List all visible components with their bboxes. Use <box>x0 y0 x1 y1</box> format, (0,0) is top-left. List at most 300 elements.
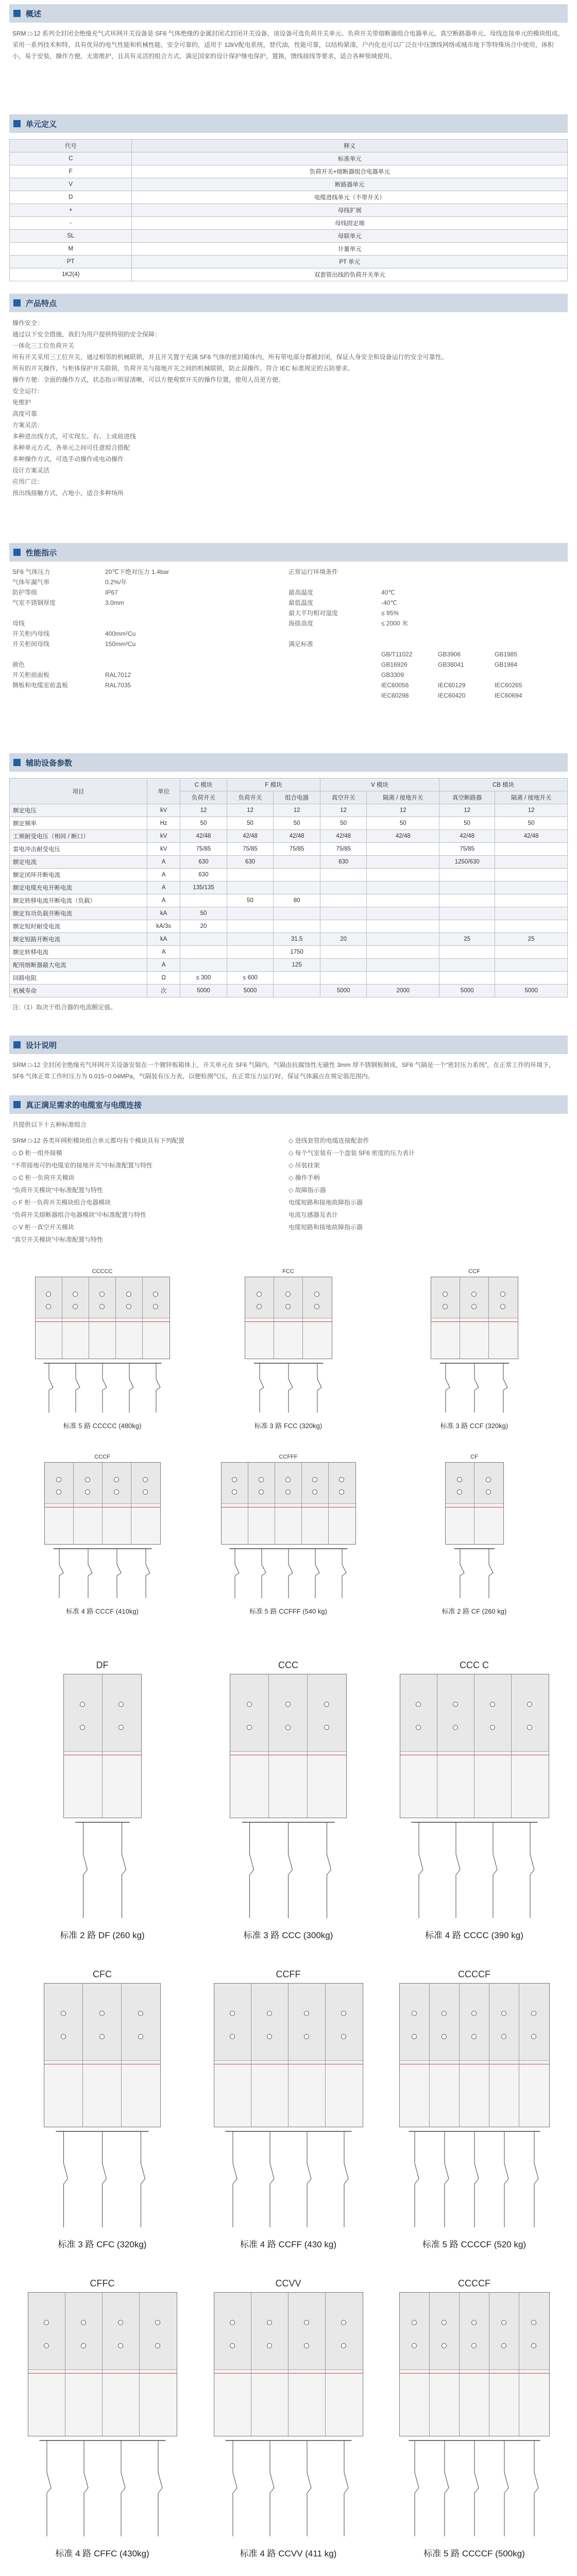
red-line <box>288 2373 325 2374</box>
combo-line: “不带接地可的电缆室的接地开关”中标准配置与特性 <box>12 1162 152 1169</box>
bay-front-panel <box>230 1674 268 1752</box>
switchgear-cabinet <box>35 1277 170 1359</box>
combo-line: ◇ 故障指示器 <box>288 1187 326 1194</box>
bay-cable-compartment <box>45 1504 73 1544</box>
perf-value: 40℃ <box>381 589 395 596</box>
feature-line: 操作方便：全面的操作方式，状态指示明显清晰，可以方便观察开关的操作位置，使用人员更方便。 <box>12 376 285 383</box>
param-value <box>367 882 439 894</box>
indicator-icon <box>531 2343 536 2348</box>
perf-value: RAL7012 <box>105 671 131 679</box>
perf-row <box>12 567 288 577</box>
schematic-wrap <box>214 2127 363 2232</box>
feeder-switch-symbol <box>233 2131 237 2227</box>
feature-line: 一体化三工位负荷开关 <box>12 342 75 349</box>
perf-key: 海拔高度 <box>288 620 314 627</box>
bay-front-panel <box>400 2293 429 2370</box>
single-line-diagram <box>214 2436 363 2539</box>
pressure-gauge-icon <box>416 1702 421 1707</box>
pressure-gauge-icon <box>501 2011 506 2016</box>
bay-front-panel <box>131 1463 160 1504</box>
panel-code: CFFC <box>90 2278 115 2289</box>
schematic-wrap <box>222 1545 355 1603</box>
bay-front-panel <box>460 2293 489 2370</box>
perf-key <box>12 649 105 659</box>
single-line-diagram <box>214 2127 363 2230</box>
param-value: 5000 <box>439 985 495 997</box>
bay-front-panel <box>430 2293 459 2370</box>
feeder-switch-symbol <box>122 1822 126 1918</box>
single-line-diagram <box>36 1359 169 1416</box>
params-table-wrap <box>9 772 568 1023</box>
bay-front-panel <box>400 1674 437 1752</box>
param-value <box>227 907 274 920</box>
schematic-wrap <box>28 2436 177 2541</box>
cabinet-bay <box>489 1984 519 2127</box>
bay-cable-compartment <box>122 2061 160 2127</box>
cabinet-bay <box>437 1674 474 1818</box>
param-value <box>495 920 568 933</box>
indicator-icon <box>341 2034 346 2039</box>
pressure-gauge-icon <box>153 1292 158 1297</box>
switchgear-cabinet <box>221 1462 356 1545</box>
param-value <box>439 972 495 985</box>
param-value: Hz <box>147 817 180 830</box>
combo-line: ◇ 每个气室装有一个盘装 SF6 密度的压力表计 <box>288 1149 415 1157</box>
indicator-icon <box>267 2034 272 2039</box>
panel-caption: 标准 3 路 FCC (320kg) <box>254 1422 323 1430</box>
indicator-icon <box>527 1725 532 1730</box>
combo-line: ◇ 进线套管的电缆连接配套件 <box>288 1137 369 1144</box>
cabinet-bay <box>103 1674 141 1818</box>
feeder-switch-symbol <box>474 2131 479 2227</box>
pressure-gauge-icon <box>257 1292 262 1297</box>
cabinet-bay <box>489 2293 519 2436</box>
single-line-diagram <box>245 1359 332 1416</box>
params-subheader: 真空开关 <box>320 791 367 804</box>
param-name: 回路电阻 <box>10 972 147 985</box>
single-line-diagram <box>64 1818 141 1921</box>
pressure-gauge-icon <box>471 1292 477 1297</box>
switchgear-cabinet <box>400 1674 549 1818</box>
param-value: 135/135 <box>180 882 227 894</box>
pressure-gauge-icon <box>230 2320 235 2325</box>
params-note: 注:（1）取决于组合器的电流额定值。 <box>12 1004 117 1011</box>
feeder-switch-symbol <box>504 2441 508 2536</box>
feature-line: 所有的开关操作，与柜体保护开关联锁，负荷开关与接地开关之间的机械联锁，防止误操作。符合 IEC 标准规定的五防要求。 <box>12 365 354 372</box>
switchgear-cabinet <box>399 2292 550 2436</box>
param-value <box>495 843 568 856</box>
feeder-switch-symbol <box>250 1822 254 1918</box>
panel-item <box>9 1969 195 2278</box>
panel-caption: 标准 5 路 CCCCF (500kg) <box>423 2549 525 2558</box>
unit-code: V <box>10 178 132 191</box>
bay-cable-compartment <box>302 1504 328 1544</box>
feeder-switch-symbol <box>156 1363 160 1413</box>
units-header-code: 代号 <box>10 140 132 152</box>
bay-cable-compartment <box>36 1318 62 1359</box>
combo-line: ◇ 操作手柄 <box>288 1174 320 1181</box>
feeder-switch-symbol <box>146 1549 150 1598</box>
param-value <box>495 894 568 907</box>
combo-line: SRM □-12 各类环网柜模块组合单元都均有个模块具有下列配置 <box>12 1137 184 1144</box>
table-row <box>10 230 568 243</box>
red-line <box>326 2373 363 2374</box>
panel-code: CFC <box>93 1969 112 1979</box>
param-value <box>367 946 439 959</box>
param-value <box>274 907 320 920</box>
param-value: 1750 <box>274 946 320 959</box>
panel-item <box>9 1268 195 1454</box>
pressure-gauge-icon <box>442 2011 447 2016</box>
panel-caption: 标准 3 路 CCC (300kg) <box>243 1930 333 1940</box>
panel-caption: 标准 4 路 CFFC (430kg) <box>55 2549 149 2558</box>
bay-cable-compartment <box>89 1318 115 1359</box>
feeder-switch-symbol <box>64 2131 68 2227</box>
bay-cable-compartment <box>103 1504 131 1544</box>
param-value: A <box>147 894 180 907</box>
combos-right <box>288 1134 565 1253</box>
feeder-switch-symbol <box>474 2441 479 2536</box>
indicator-icon <box>232 1489 237 1495</box>
indicator-icon <box>339 1489 344 1495</box>
param-value <box>367 933 439 946</box>
panel-item <box>195 1268 381 1454</box>
performance-block <box>9 562 568 747</box>
combos-columns <box>9 1132 568 1258</box>
schematic-wrap <box>431 1359 518 1417</box>
panel-item <box>9 2278 195 2576</box>
cabinet-bay <box>519 1984 549 2127</box>
unit-meaning: 标准单元 <box>132 152 568 165</box>
bay-cable-compartment <box>303 1318 332 1359</box>
switchgear-cabinet <box>44 1983 161 2127</box>
bay-cable-compartment <box>460 2370 489 2436</box>
bay-cable-compartment <box>64 1752 102 1818</box>
cabinet-bay <box>512 1674 549 1818</box>
perf-value: 150mm²Cu <box>105 640 136 648</box>
indicator-icon <box>247 1725 252 1730</box>
perf-row <box>288 598 565 608</box>
combo-line: 电缆短路和接地故障指示器 <box>288 1224 363 1231</box>
cabinet-bay <box>143 1277 169 1359</box>
indicator-icon <box>61 2034 66 2039</box>
param-value <box>495 972 568 985</box>
cabinet-bay <box>116 1277 143 1359</box>
bay-cable-compartment <box>275 1504 301 1544</box>
feeder-switch-symbol <box>504 2131 508 2227</box>
feeder-switch-symbol <box>59 1549 63 1598</box>
panel-item <box>381 1268 567 1454</box>
panel-code: CCFFF <box>279 1454 298 1460</box>
bay-front-panel <box>303 1277 332 1318</box>
schematic-wrap <box>64 1818 141 1923</box>
red-line <box>28 2373 65 2374</box>
param-value <box>495 907 568 920</box>
bay-front-panel <box>122 1984 160 2061</box>
bay-cable-compartment <box>143 1318 169 1359</box>
perf-key: 防护等级 <box>12 589 38 596</box>
bay-cable-compartment <box>519 2370 549 2436</box>
params-subheader: 组合电器 <box>274 791 320 804</box>
bay-cable-compartment <box>214 2061 251 2127</box>
units-table-wrap <box>9 133 568 287</box>
bay-front-panel <box>222 1463 248 1504</box>
pressure-gauge-icon <box>99 2011 105 2016</box>
table-row <box>10 217 568 230</box>
pressure-gauge-icon <box>453 1702 458 1707</box>
param-value <box>227 920 274 933</box>
combo-line: ◇ V 柜一真空开关模块 <box>12 1224 74 1231</box>
bay-front-panel <box>512 1674 549 1752</box>
param-name: 机械寿命 <box>10 985 147 997</box>
single-line-diagram <box>45 1545 160 1601</box>
feeder-switch-symbol <box>84 2441 88 2536</box>
param-value: A <box>147 856 180 869</box>
red-line <box>65 2373 102 2374</box>
bay-cable-compartment <box>329 1504 355 1544</box>
perf-row <box>288 608 565 618</box>
feature-line: 设计方案灵活 <box>12 467 50 474</box>
pressure-gauge-icon <box>56 1477 61 1482</box>
perf-key: 正常运行环境条件 <box>288 568 338 575</box>
panel-caption: 标准 3 路 CFC (320kg) <box>58 2240 147 2249</box>
bay-cable-compartment <box>214 2370 251 2436</box>
panel-code: CF <box>470 1454 478 1460</box>
bay-front-panel <box>65 2293 102 2370</box>
param-value: 42/48 <box>180 830 227 843</box>
panel-code: CCF <box>468 1268 480 1275</box>
red-line <box>431 1321 460 1322</box>
panel-item <box>381 2278 567 2576</box>
bay-front-panel <box>116 1277 142 1318</box>
param-value: 75/85 <box>439 843 495 856</box>
feeder-switch-symbol <box>474 1363 479 1413</box>
combo-line: ◇ C 柜一负荷开关模块 <box>12 1174 75 1181</box>
perf-key: SF6 气体压力 <box>12 568 50 575</box>
param-value <box>227 946 274 959</box>
switchgear-cabinet <box>431 1277 518 1359</box>
table-row <box>10 243 568 256</box>
cabinet-bay <box>36 1277 62 1359</box>
bay-cable-compartment <box>430 2370 459 2436</box>
param-value <box>320 869 367 882</box>
param-value: 42/48 <box>274 830 320 843</box>
param-value <box>320 894 367 907</box>
feeder-switch-symbol <box>129 1363 133 1413</box>
param-value: 12 <box>367 804 439 817</box>
param-value <box>439 869 495 882</box>
pressure-gauge-icon <box>501 2320 506 2325</box>
schematic-wrap <box>400 2436 549 2541</box>
cabinet-bay <box>64 1674 103 1818</box>
cabinet-bay <box>460 1984 489 2127</box>
param-value <box>439 946 495 959</box>
standard-code <box>495 670 551 680</box>
bay-front-panel <box>460 1277 488 1318</box>
param-value: 31.5 <box>274 933 320 946</box>
table-row <box>10 152 568 165</box>
param-value: 2000 <box>367 985 439 997</box>
perf-row <box>12 598 288 608</box>
switchgear-cabinet <box>245 1277 332 1359</box>
param-value: kV <box>147 804 180 817</box>
indicator-icon <box>471 2343 477 2348</box>
feature-line: 预出线接触方式，占地小，适合多种场所 <box>12 489 124 497</box>
params-subheader: 隔离 / 接地开关 <box>495 791 568 804</box>
panel-item <box>9 1660 195 1969</box>
combo-line: “负荷开关熔断器组合电器模块”中标准配置与特性 <box>12 1211 146 1218</box>
feeder-switch-symbol <box>47 2441 51 2536</box>
unit-code: F <box>10 165 132 178</box>
switchgear-cabinet <box>399 1983 550 2127</box>
cabinet-bay <box>303 1277 332 1359</box>
schematic-wrap <box>400 1818 549 1923</box>
bay-cable-compartment <box>131 1504 160 1544</box>
indicator-icon <box>118 1725 124 1730</box>
indicator-icon <box>44 2343 49 2348</box>
perf-row <box>12 618 288 629</box>
panel-code: CCCF <box>94 1454 110 1460</box>
feeder-switch-symbol <box>446 1363 450 1413</box>
bay-cable-compartment <box>460 2061 489 2127</box>
indicator-icon <box>304 2343 309 2348</box>
perf-key: 最低温度 <box>288 599 314 606</box>
indicator-icon <box>471 2034 477 2039</box>
bay-front-panel <box>489 1984 519 2061</box>
bay-cable-compartment <box>83 2061 121 2127</box>
param-value <box>274 882 320 894</box>
param-value <box>274 985 320 997</box>
panel-code: CCVV <box>275 2278 301 2289</box>
bay-front-panel <box>288 1984 325 2061</box>
section-units-header <box>9 114 568 133</box>
bay-cable-compartment <box>308 1752 346 1818</box>
red-line <box>519 2373 549 2374</box>
param-value: 1250/630 <box>439 856 495 869</box>
schematic-wrap <box>446 1545 503 1603</box>
feeder-switch-symbol <box>534 2131 538 2227</box>
standard-code: GB38041 <box>438 661 464 668</box>
standard-code: GB16926 <box>381 661 408 668</box>
cabinet-bay <box>400 1984 430 2127</box>
single-line-diagram <box>230 1818 346 1921</box>
bay-front-panel <box>248 1463 275 1504</box>
bay-front-panel <box>140 2293 177 2370</box>
param-value <box>274 869 320 882</box>
param-value: 次 <box>147 985 180 997</box>
param-value: 50 <box>227 817 274 830</box>
bay-front-panel <box>446 1463 474 1504</box>
indicator-icon <box>99 2034 105 2039</box>
unit-code: PT <box>10 256 132 268</box>
perf-row <box>12 587 288 598</box>
param-value <box>495 882 568 894</box>
feeder-switch-symbol <box>235 1549 239 1598</box>
cabinet-bay <box>248 1463 275 1544</box>
bay-cable-compartment <box>437 1752 474 1818</box>
standard-code <box>438 670 495 680</box>
bay-front-panel <box>437 1674 474 1752</box>
combo-line: “负荷开关模块”中标准配置与特性 <box>12 1187 103 1194</box>
perf-row <box>288 577 565 587</box>
table-row <box>10 985 568 997</box>
bay-cable-compartment <box>65 2370 102 2436</box>
feeder-switch-symbol <box>344 2131 348 2227</box>
bay-front-panel <box>62 1277 89 1318</box>
standard-code: GB1985 <box>495 651 518 658</box>
table-row <box>10 894 568 907</box>
bay-cable-compartment <box>400 1752 437 1818</box>
indicator-icon <box>114 1489 119 1495</box>
unit-code: M <box>10 243 132 256</box>
section-mark-icon <box>13 549 21 556</box>
indicator-icon <box>153 1304 158 1309</box>
feeder-switch-symbol <box>317 1363 321 1413</box>
bay-cable-compartment <box>489 1318 518 1359</box>
feature-line: 多种操作方式，可选手动操作或电动操作 <box>12 455 124 463</box>
cabinet-bay <box>460 1277 489 1359</box>
pressure-gauge-icon <box>155 2320 160 2325</box>
indicator-icon <box>81 2343 86 2348</box>
perf-row <box>12 670 288 680</box>
param-value: 75/85 <box>320 843 367 856</box>
perf-key: 满足标准 <box>288 640 314 648</box>
feature-line: 安全运行： <box>12 387 44 395</box>
feature-line: 免维护 <box>12 399 31 406</box>
perf-row <box>288 639 565 649</box>
pressure-gauge-icon <box>412 2011 417 2016</box>
param-value: A <box>147 869 180 882</box>
feeder-switch-symbol <box>493 1822 497 1918</box>
panel-caption: 标准 4 路 CCCC (390 kg) <box>425 1930 523 1940</box>
param-value: 5000 <box>495 985 568 997</box>
switchgear-cabinet <box>445 1462 504 1545</box>
param-value: 125 <box>274 959 320 972</box>
unit-meaning: PT 单元 <box>132 256 568 268</box>
bay-front-panel <box>83 1984 121 2061</box>
pressure-gauge-icon <box>114 1477 119 1482</box>
perf-value <box>105 618 208 629</box>
perf-value: IP67 <box>105 589 118 596</box>
params-table <box>9 778 568 997</box>
feeder-switch-symbol <box>260 1363 264 1413</box>
param-value: 12 <box>439 804 495 817</box>
cabinet-bay <box>446 1463 474 1544</box>
red-line <box>274 1321 302 1322</box>
feeder-switch-symbol <box>534 2441 538 2536</box>
cabinet-bay <box>519 2293 549 2436</box>
params-header: F 模块 <box>227 778 320 791</box>
table-row <box>10 920 568 933</box>
switchgear-cabinet <box>214 2292 363 2436</box>
panel-code: FCC <box>282 1268 294 1275</box>
table-row <box>10 907 568 920</box>
param-value <box>320 946 367 959</box>
param-value <box>367 843 439 856</box>
unit-meaning: 母联单元 <box>132 230 568 243</box>
param-value: 12 <box>320 804 367 817</box>
pressure-gauge-icon <box>143 1477 148 1482</box>
feeder-switch-symbol <box>456 1822 460 1918</box>
section-title: 产品特点 <box>26 299 57 308</box>
red-line <box>62 1321 89 1322</box>
param-value <box>495 869 568 882</box>
red-line <box>303 1321 332 1322</box>
indicator-icon <box>267 2343 272 2348</box>
section-combos-header <box>9 1095 568 1114</box>
bay-front-panel <box>45 1463 73 1504</box>
pressure-gauge-icon <box>81 2320 86 2325</box>
